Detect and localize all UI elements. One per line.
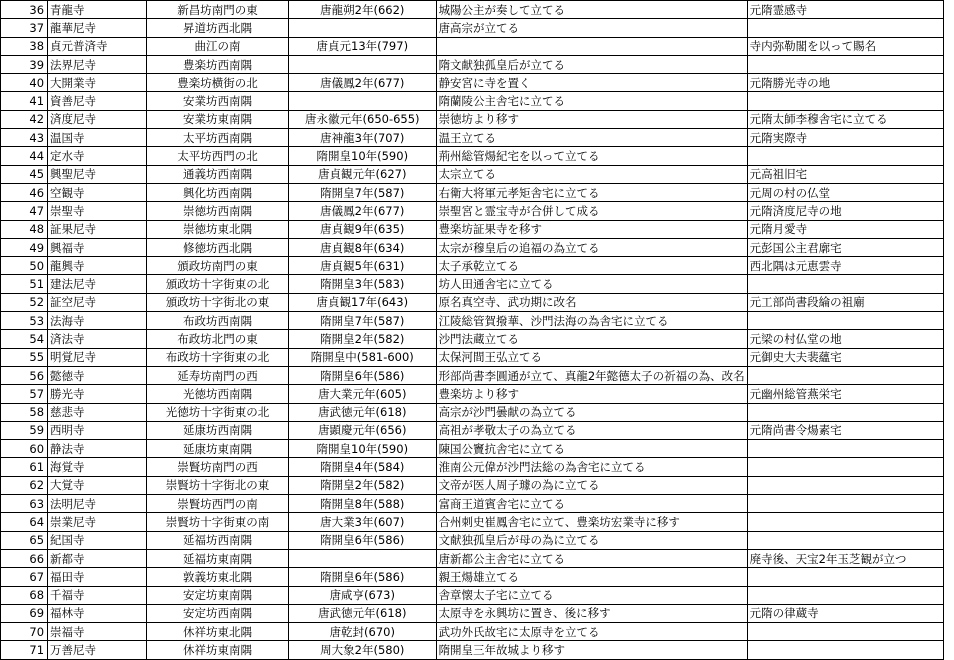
founding-date-cell[interactable]: 隋開皇6年(586)	[289, 366, 437, 384]
row-number-cell[interactable]: 70	[1, 623, 48, 641]
table-row	[1, 1, 954, 19]
location-cell[interactable]: 敦義坊東北隅	[147, 568, 289, 586]
table-row	[1, 165, 954, 183]
row-number-cell[interactable]: 55	[1, 348, 48, 366]
location-cell[interactable]: 休祥坊東南隅	[147, 641, 289, 659]
location-cell[interactable]: 延康坊東南隅	[147, 440, 289, 458]
row-number-cell[interactable]: 45	[1, 165, 48, 183]
founding-note-cell[interactable]: 形部尚書李圓通が立て、真龍2年懿德太子の祈福の為、改名	[436, 366, 747, 384]
empty-column-cell[interactable]	[944, 568, 954, 586]
row-number-cell[interactable]: 36	[1, 1, 48, 19]
table-row	[1, 92, 954, 110]
table-row	[1, 330, 954, 348]
temple-name-cell[interactable]: 青龍寺	[48, 1, 147, 19]
origin-cell[interactable]	[747, 568, 944, 586]
row-number-cell[interactable]: 40	[1, 74, 48, 92]
founding-date-cell[interactable]: 隋開皇3年(583)	[289, 275, 437, 293]
empty-column-cell[interactable]	[944, 293, 954, 311]
founding-date-cell[interactable]: 隋開皇10年(590)	[289, 147, 437, 165]
table-row	[1, 293, 954, 311]
location-cell[interactable]: 光徳坊西南隅	[147, 385, 289, 403]
row-number-cell[interactable]: 37	[1, 19, 48, 37]
empty-column-cell[interactable]	[944, 623, 954, 641]
empty-column-cell[interactable]	[944, 476, 954, 494]
founding-date-cell[interactable]: 隋開皇4年(584)	[289, 458, 437, 476]
founding-date-cell[interactable]	[289, 92, 437, 110]
origin-cell[interactable]: 廃寺後、天宝2年玉芝観が立つ	[747, 549, 944, 567]
row-number-cell[interactable]: 48	[1, 220, 48, 238]
row-number-cell[interactable]: 69	[1, 604, 48, 622]
row-number-cell[interactable]: 62	[1, 476, 48, 494]
founding-date-cell[interactable]: 唐儀鳳2年(677)	[289, 74, 437, 92]
location-cell[interactable]: 昇道坊西北隅	[147, 19, 289, 37]
table-row	[1, 458, 954, 476]
temple-name-cell[interactable]: 紀国寺	[48, 531, 147, 549]
founding-date-cell[interactable]: 唐顕慶元年(656)	[289, 421, 437, 439]
founding-date-cell[interactable]: 唐貞観17年(643)	[289, 293, 437, 311]
founding-note-cell[interactable]: 太原寺を永興坊に置き、後に移す	[436, 604, 747, 622]
row-number-cell[interactable]: 49	[1, 238, 48, 256]
table-row	[1, 641, 954, 659]
origin-cell[interactable]	[747, 147, 944, 165]
temple-table-body	[1, 1, 954, 660]
founding-date-cell[interactable]: 唐貞観9年(635)	[289, 220, 437, 238]
origin-cell[interactable]	[747, 623, 944, 641]
row-number-cell[interactable]: 53	[1, 312, 48, 330]
founding-date-cell[interactable]: 唐大業3年(607)	[289, 513, 437, 531]
founding-note-cell[interactable]: 武功外氏故宅に太原寺を立てる	[436, 623, 747, 641]
empty-column-cell[interactable]	[944, 1, 954, 19]
founding-date-cell[interactable]: 唐咸亨(673)	[289, 586, 437, 604]
table-row	[1, 275, 954, 293]
empty-column-cell[interactable]	[944, 37, 954, 55]
origin-cell[interactable]	[747, 312, 944, 330]
temple-name-cell[interactable]: 済法寺	[48, 330, 147, 348]
origin-cell[interactable]	[747, 513, 944, 531]
origin-cell[interactable]	[747, 55, 944, 73]
empty-column-cell[interactable]	[944, 257, 954, 275]
table-row	[1, 74, 954, 92]
founding-date-cell[interactable]: 隋開皇8年(588)	[289, 495, 437, 513]
temple-name-cell[interactable]: 慈悲寺	[48, 403, 147, 421]
founding-date-cell[interactable]: 唐貞観8年(634)	[289, 238, 437, 256]
table-row	[1, 202, 954, 220]
origin-cell[interactable]	[747, 92, 944, 110]
table-row	[1, 348, 954, 366]
temple-name-cell[interactable]: 福林寺	[48, 604, 147, 622]
temple-name-cell[interactable]: 崇福寺	[48, 623, 147, 641]
row-number-cell[interactable]: 43	[1, 129, 48, 147]
row-number-cell[interactable]: 66	[1, 549, 48, 567]
founding-date-cell[interactable]: 唐武徳元年(618)	[289, 403, 437, 421]
table-row	[1, 183, 954, 201]
founding-note-cell[interactable]: 陳国公竇抗舎宅に立てる	[436, 440, 747, 458]
origin-cell[interactable]: 西北隅は元恵雲寺	[747, 257, 944, 275]
founding-date-cell[interactable]: 唐大業元年(605)	[289, 385, 437, 403]
location-cell[interactable]: 崇徳坊東北隅	[147, 220, 289, 238]
table-row	[1, 385, 954, 403]
temple-name-cell[interactable]: 万善尼寺	[48, 641, 147, 659]
origin-cell[interactable]: 元隋尚書令煬素宅	[747, 421, 944, 439]
location-cell[interactable]: 安定坊東南隅	[147, 586, 289, 604]
empty-column-cell[interactable]	[944, 275, 954, 293]
origin-cell[interactable]	[747, 19, 944, 37]
table-row	[1, 312, 954, 330]
row-number-cell[interactable]: 56	[1, 366, 48, 384]
row-number-cell[interactable]: 44	[1, 147, 48, 165]
origin-cell[interactable]: 元彭国公主君廓宅	[747, 238, 944, 256]
origin-cell[interactable]: 元高祖旧宅	[747, 165, 944, 183]
founding-note-cell[interactable]: 富商王道賓舎宅に立てる	[436, 495, 747, 513]
row-number-cell[interactable]: 47	[1, 202, 48, 220]
table-row	[1, 623, 954, 641]
empty-column-cell[interactable]	[944, 110, 954, 128]
founding-date-cell[interactable]: 隋開皇2年(582)	[289, 330, 437, 348]
location-cell[interactable]: 頒政坊十字街東の北	[147, 275, 289, 293]
empty-column-cell[interactable]	[944, 495, 954, 513]
location-cell[interactable]: 豊楽坊西南隅	[147, 55, 289, 73]
temple-name-cell[interactable]: 崇聖寺	[48, 202, 147, 220]
row-number-cell[interactable]: 42	[1, 110, 48, 128]
founding-note-cell[interactable]: 荊州総管煬紀宅を以って立てる	[436, 147, 747, 165]
origin-cell[interactable]: 元隋済度尼寺の地	[747, 202, 944, 220]
row-number-cell[interactable]: 54	[1, 330, 48, 348]
founding-date-cell[interactable]: 唐永徽元年(650-655)	[289, 110, 437, 128]
table-row	[1, 531, 954, 549]
founding-note-cell[interactable]: 江陵総管賀撥華、沙門法海の為舎宅に立てる	[436, 312, 747, 330]
location-cell[interactable]: 崇徳坊西南隅	[147, 202, 289, 220]
empty-column-cell[interactable]	[944, 129, 954, 147]
founding-date-cell[interactable]	[289, 55, 437, 73]
founding-note-cell[interactable]: 高宗が沙門曇献の為立てる	[436, 403, 747, 421]
temple-name-cell[interactable]: 空観寺	[48, 183, 147, 201]
origin-cell[interactable]: 元隋実際寺	[747, 129, 944, 147]
row-number-cell[interactable]: 46	[1, 183, 48, 201]
founding-note-cell[interactable]: 隋蘭陵公主舎宅に立てる	[436, 92, 747, 110]
origin-cell[interactable]: 寺内弥勒閣を以って賜名	[747, 37, 944, 55]
empty-column-cell[interactable]	[944, 220, 954, 238]
row-number-cell[interactable]: 60	[1, 440, 48, 458]
empty-column-cell[interactable]	[944, 531, 954, 549]
empty-column-cell[interactable]	[944, 421, 954, 439]
row-number-cell[interactable]: 52	[1, 293, 48, 311]
founding-note-cell[interactable]: 崇聖宮と霊宝寺が合併して成る	[436, 202, 747, 220]
empty-column-cell[interactable]	[944, 312, 954, 330]
founding-date-cell[interactable]: 隋開皇6年(586)	[289, 531, 437, 549]
empty-column-cell[interactable]	[944, 330, 954, 348]
empty-column-cell[interactable]	[944, 238, 954, 256]
founding-note-cell[interactable]: 文帝が医人周子璩の為に立てる	[436, 476, 747, 494]
temple-name-cell[interactable]: 大開業寺	[48, 74, 147, 92]
empty-column-cell[interactable]	[944, 92, 954, 110]
origin-cell[interactable]	[747, 275, 944, 293]
founding-note-cell[interactable]: 豊楽坊証果寺を移す	[436, 220, 747, 238]
table-row	[1, 568, 954, 586]
temple-name-cell[interactable]: 済度尼寺	[48, 110, 147, 128]
founding-date-cell[interactable]: 隋開皇10年(590)	[289, 440, 437, 458]
table-row	[1, 129, 954, 147]
empty-column-cell[interactable]	[944, 604, 954, 622]
empty-column-cell[interactable]	[944, 55, 954, 73]
temple-name-cell[interactable]: 千福寺	[48, 586, 147, 604]
row-number-cell[interactable]: 50	[1, 257, 48, 275]
temple-name-cell[interactable]: 建法尼寺	[48, 275, 147, 293]
temple-name-cell[interactable]: 龍興寺	[48, 257, 147, 275]
founding-note-cell[interactable]: 原名真空寺、武功期に改名	[436, 293, 747, 311]
location-cell[interactable]: 修徳坊西北隅	[147, 238, 289, 256]
location-cell[interactable]: 豊楽坊横街の北	[147, 74, 289, 92]
founding-note-cell[interactable]: 太保河間王弘立てる	[436, 348, 747, 366]
row-number-cell[interactable]: 58	[1, 403, 48, 421]
empty-column-cell[interactable]	[944, 202, 954, 220]
table-row	[1, 19, 954, 37]
location-cell[interactable]: 通義坊西南隅	[147, 165, 289, 183]
founding-date-cell[interactable]: 唐武徳元年(618)	[289, 604, 437, 622]
location-cell[interactable]: 崇賢坊十字街東の南	[147, 513, 289, 531]
founding-date-cell[interactable]: 隋開皇2年(582)	[289, 476, 437, 494]
origin-cell[interactable]: 元隋月愛寺	[747, 220, 944, 238]
location-cell[interactable]: 休祥坊東北隅	[147, 623, 289, 641]
founding-note-cell[interactable]: 隋開皇三年故城より移す	[436, 641, 747, 659]
location-cell[interactable]: 崇賢坊南門の西	[147, 458, 289, 476]
location-cell[interactable]: 太平坊西南隅	[147, 129, 289, 147]
founding-note-cell[interactable]: 城陽公主が奏して立てる	[436, 1, 747, 19]
row-number-cell[interactable]: 57	[1, 385, 48, 403]
location-cell[interactable]: 崇賢坊西門の南	[147, 495, 289, 513]
founding-note-cell[interactable]: 静安宮に寺を置く	[436, 74, 747, 92]
location-cell[interactable]: 太平坊西門の北	[147, 147, 289, 165]
empty-column-cell[interactable]	[944, 549, 954, 567]
founding-note-cell[interactable]: 合州刺史崔鳳舎宅に立て、豊楽坊宏業寺に移す	[436, 513, 747, 531]
origin-cell[interactable]	[747, 476, 944, 494]
founding-date-cell[interactable]: 周大象2年(580)	[289, 641, 437, 659]
temple-name-cell[interactable]: 法明尼寺	[48, 495, 147, 513]
temple-name-cell[interactable]: 龍華尼寺	[48, 19, 147, 37]
founding-date-cell[interactable]: 唐貞観元年(627)	[289, 165, 437, 183]
empty-column-cell[interactable]	[944, 440, 954, 458]
row-number-cell[interactable]: 67	[1, 568, 48, 586]
origin-cell[interactable]	[747, 586, 944, 604]
empty-column-cell[interactable]	[944, 385, 954, 403]
table-row	[1, 440, 954, 458]
row-number-cell[interactable]: 59	[1, 421, 48, 439]
row-number-cell[interactable]: 71	[1, 641, 48, 659]
empty-column-cell[interactable]	[944, 641, 954, 659]
founding-date-cell[interactable]: 隋開皇7年(587)	[289, 312, 437, 330]
location-cell[interactable]: 延福坊西南隅	[147, 531, 289, 549]
origin-cell[interactable]: 元周の村の仏堂	[747, 183, 944, 201]
origin-cell[interactable]	[747, 458, 944, 476]
founding-note-cell[interactable]: 隋文献独孤皇后が立てる	[436, 55, 747, 73]
table-row	[1, 366, 954, 384]
location-cell[interactable]: 延康坊西南隅	[147, 421, 289, 439]
founding-note-cell[interactable]	[436, 37, 747, 55]
temple-name-cell[interactable]: 西明寺	[48, 421, 147, 439]
table-row	[1, 586, 954, 604]
table-row	[1, 220, 954, 238]
location-cell[interactable]: 曲江の南	[147, 37, 289, 55]
origin-cell[interactable]: 元梁の村仏堂の地	[747, 330, 944, 348]
temple-name-cell[interactable]: 大覚寺	[48, 476, 147, 494]
empty-column-cell[interactable]	[944, 586, 954, 604]
location-cell[interactable]: 新昌坊南門の東	[147, 1, 289, 19]
origin-cell[interactable]	[747, 403, 944, 421]
row-number-cell[interactable]: 65	[1, 531, 48, 549]
founding-note-cell[interactable]: 右衛大将軍元孝矩舎宅に立てる	[436, 183, 747, 201]
location-cell[interactable]: 安業坊西南隅	[147, 92, 289, 110]
location-cell[interactable]: 布政坊北門の東	[147, 330, 289, 348]
row-number-cell[interactable]: 61	[1, 458, 48, 476]
founding-note-cell[interactable]: 豊楽坊より移す	[436, 385, 747, 403]
table-row	[1, 604, 954, 622]
temple-name-cell[interactable]: 明覚尼寺	[48, 348, 147, 366]
founding-note-cell[interactable]: 太子承乾立てる	[436, 257, 747, 275]
table-row	[1, 110, 954, 128]
temple-name-cell[interactable]: 貞元普済寺	[48, 37, 147, 55]
origin-cell[interactable]: 元隋の律蔵寺	[747, 604, 944, 622]
founding-date-cell[interactable]: 唐儀鳳2年(677)	[289, 202, 437, 220]
table-row	[1, 421, 954, 439]
temple-name-cell[interactable]: 静法寺	[48, 440, 147, 458]
empty-column-cell[interactable]	[944, 147, 954, 165]
location-cell[interactable]: 布政坊十字街東の北	[147, 348, 289, 366]
table-row	[1, 257, 954, 275]
location-cell[interactable]: 興化坊西南隅	[147, 183, 289, 201]
table-row	[1, 238, 954, 256]
empty-column-cell[interactable]	[944, 348, 954, 366]
location-cell[interactable]: 光徳坊十字街東の北	[147, 403, 289, 421]
row-number-cell[interactable]: 51	[1, 275, 48, 293]
founding-date-cell[interactable]: 唐貞元13年(797)	[289, 37, 437, 55]
founding-note-cell[interactable]: 坊人田通舎宅に立てる	[436, 275, 747, 293]
location-cell[interactable]: 頒政坊十字街北の東	[147, 293, 289, 311]
origin-cell[interactable]: 元隋勝光寺の地	[747, 74, 944, 92]
origin-cell[interactable]	[747, 366, 944, 384]
founding-note-cell[interactable]: 高祖が孝敬太子の為立てる	[436, 421, 747, 439]
row-number-cell[interactable]: 63	[1, 495, 48, 513]
temple-name-cell[interactable]: 法海寺	[48, 312, 147, 330]
location-cell[interactable]: 布政坊西南隅	[147, 312, 289, 330]
founding-note-cell[interactable]: 太宗立てる	[436, 165, 747, 183]
table-row	[1, 513, 954, 531]
table-row	[1, 55, 954, 73]
founding-note-cell[interactable]: 沙門法蔵立てる	[436, 330, 747, 348]
table-row	[1, 147, 954, 165]
empty-column-cell[interactable]	[944, 183, 954, 201]
temple-name-cell[interactable]: 崇業尼寺	[48, 513, 147, 531]
row-number-cell[interactable]: 39	[1, 55, 48, 73]
empty-column-cell[interactable]	[944, 513, 954, 531]
founding-date-cell[interactable]: 唐貞観5年(631)	[289, 257, 437, 275]
founding-date-cell[interactable]: 隋開皇中(581-600)	[289, 348, 437, 366]
location-cell[interactable]: 安定坊西南隅	[147, 604, 289, 622]
temple-name-cell[interactable]: 興福寺	[48, 238, 147, 256]
temple-name-cell[interactable]: 法界尼寺	[48, 55, 147, 73]
founding-date-cell[interactable]: 隋開皇7年(587)	[289, 183, 437, 201]
temple-name-cell[interactable]: 定水寺	[48, 147, 147, 165]
founding-note-cell[interactable]: 唐新都公主舎宅に立てる	[436, 549, 747, 567]
location-cell[interactable]: 安業坊東南隅	[147, 110, 289, 128]
origin-cell[interactable]	[747, 531, 944, 549]
row-number-cell[interactable]: 41	[1, 92, 48, 110]
founding-note-cell[interactable]: 文献独孤皇后が母の為に立てる	[436, 531, 747, 549]
founding-date-cell[interactable]: 唐龍朔2年(662)	[289, 1, 437, 19]
location-cell[interactable]: 延寿坊南門の西	[147, 366, 289, 384]
location-cell[interactable]: 延福坊東南隅	[147, 549, 289, 567]
empty-column-cell[interactable]	[944, 19, 954, 37]
founding-note-cell[interactable]: 温王立てる	[436, 129, 747, 147]
row-number-cell[interactable]: 68	[1, 586, 48, 604]
table-row	[1, 403, 954, 421]
founding-note-cell[interactable]: 唐高宗が立てる	[436, 19, 747, 37]
temple-name-cell[interactable]: 福田寺	[48, 568, 147, 586]
table-row	[1, 476, 954, 494]
table-row	[1, 549, 954, 567]
founding-note-cell[interactable]: 舎章懐太子宅に立てる	[436, 586, 747, 604]
empty-column-cell[interactable]	[944, 403, 954, 421]
temple-name-cell[interactable]: 温国寺	[48, 129, 147, 147]
empty-column-cell[interactable]	[944, 458, 954, 476]
temple-name-cell[interactable]: 興聖尼寺	[48, 165, 147, 183]
row-number-cell[interactable]: 64	[1, 513, 48, 531]
temple-name-cell[interactable]: 勝光寺	[48, 385, 147, 403]
founding-date-cell[interactable]: 唐神龍3年(707)	[289, 129, 437, 147]
origin-cell[interactable]: 元隋霊感寺	[747, 1, 944, 19]
founding-note-cell[interactable]: 淮南公元偉が沙門法総の為舎宅に立てる	[436, 458, 747, 476]
temple-name-cell[interactable]: 証空尼寺	[48, 293, 147, 311]
origin-cell[interactable]: 元工部尚書段綸の祖廟	[747, 293, 944, 311]
row-number-cell[interactable]: 38	[1, 37, 48, 55]
temple-name-cell[interactable]: 資善尼寺	[48, 92, 147, 110]
origin-cell[interactable]	[747, 495, 944, 513]
temple-name-cell[interactable]: 新都寺	[48, 549, 147, 567]
temple-name-cell[interactable]: 証果尼寺	[48, 220, 147, 238]
location-cell[interactable]: 崇賢坊十字街北の東	[147, 476, 289, 494]
origin-cell[interactable]: 元隋太師李穆舎宅に立てる	[747, 110, 944, 128]
location-cell[interactable]: 頒政坊南門の東	[147, 257, 289, 275]
table-row	[1, 37, 954, 55]
empty-column-cell[interactable]	[944, 366, 954, 384]
founding-date-cell[interactable]	[289, 549, 437, 567]
table-row	[1, 495, 954, 513]
founding-date-cell[interactable]: 隋開皇6年(586)	[289, 568, 437, 586]
founding-note-cell[interactable]: 太宗が穆皇后の追福の為立てる	[436, 238, 747, 256]
temple-name-cell[interactable]: 懿徳寺	[48, 366, 147, 384]
founding-date-cell[interactable]	[289, 19, 437, 37]
founding-date-cell[interactable]: 唐乾封(670)	[289, 623, 437, 641]
origin-cell[interactable]: 元幽州総管燕栄宅	[747, 385, 944, 403]
founding-note-cell[interactable]: 親王煬雄立てる	[436, 568, 747, 586]
founding-note-cell[interactable]: 崇徳坊より移す	[436, 110, 747, 128]
temple-name-cell[interactable]: 海覚寺	[48, 458, 147, 476]
origin-cell[interactable]	[747, 641, 944, 659]
origin-cell[interactable]	[747, 440, 944, 458]
empty-column-cell[interactable]	[944, 74, 954, 92]
origin-cell[interactable]: 元御史大夫裴蘊宅	[747, 348, 944, 366]
empty-column-cell[interactable]	[944, 165, 954, 183]
